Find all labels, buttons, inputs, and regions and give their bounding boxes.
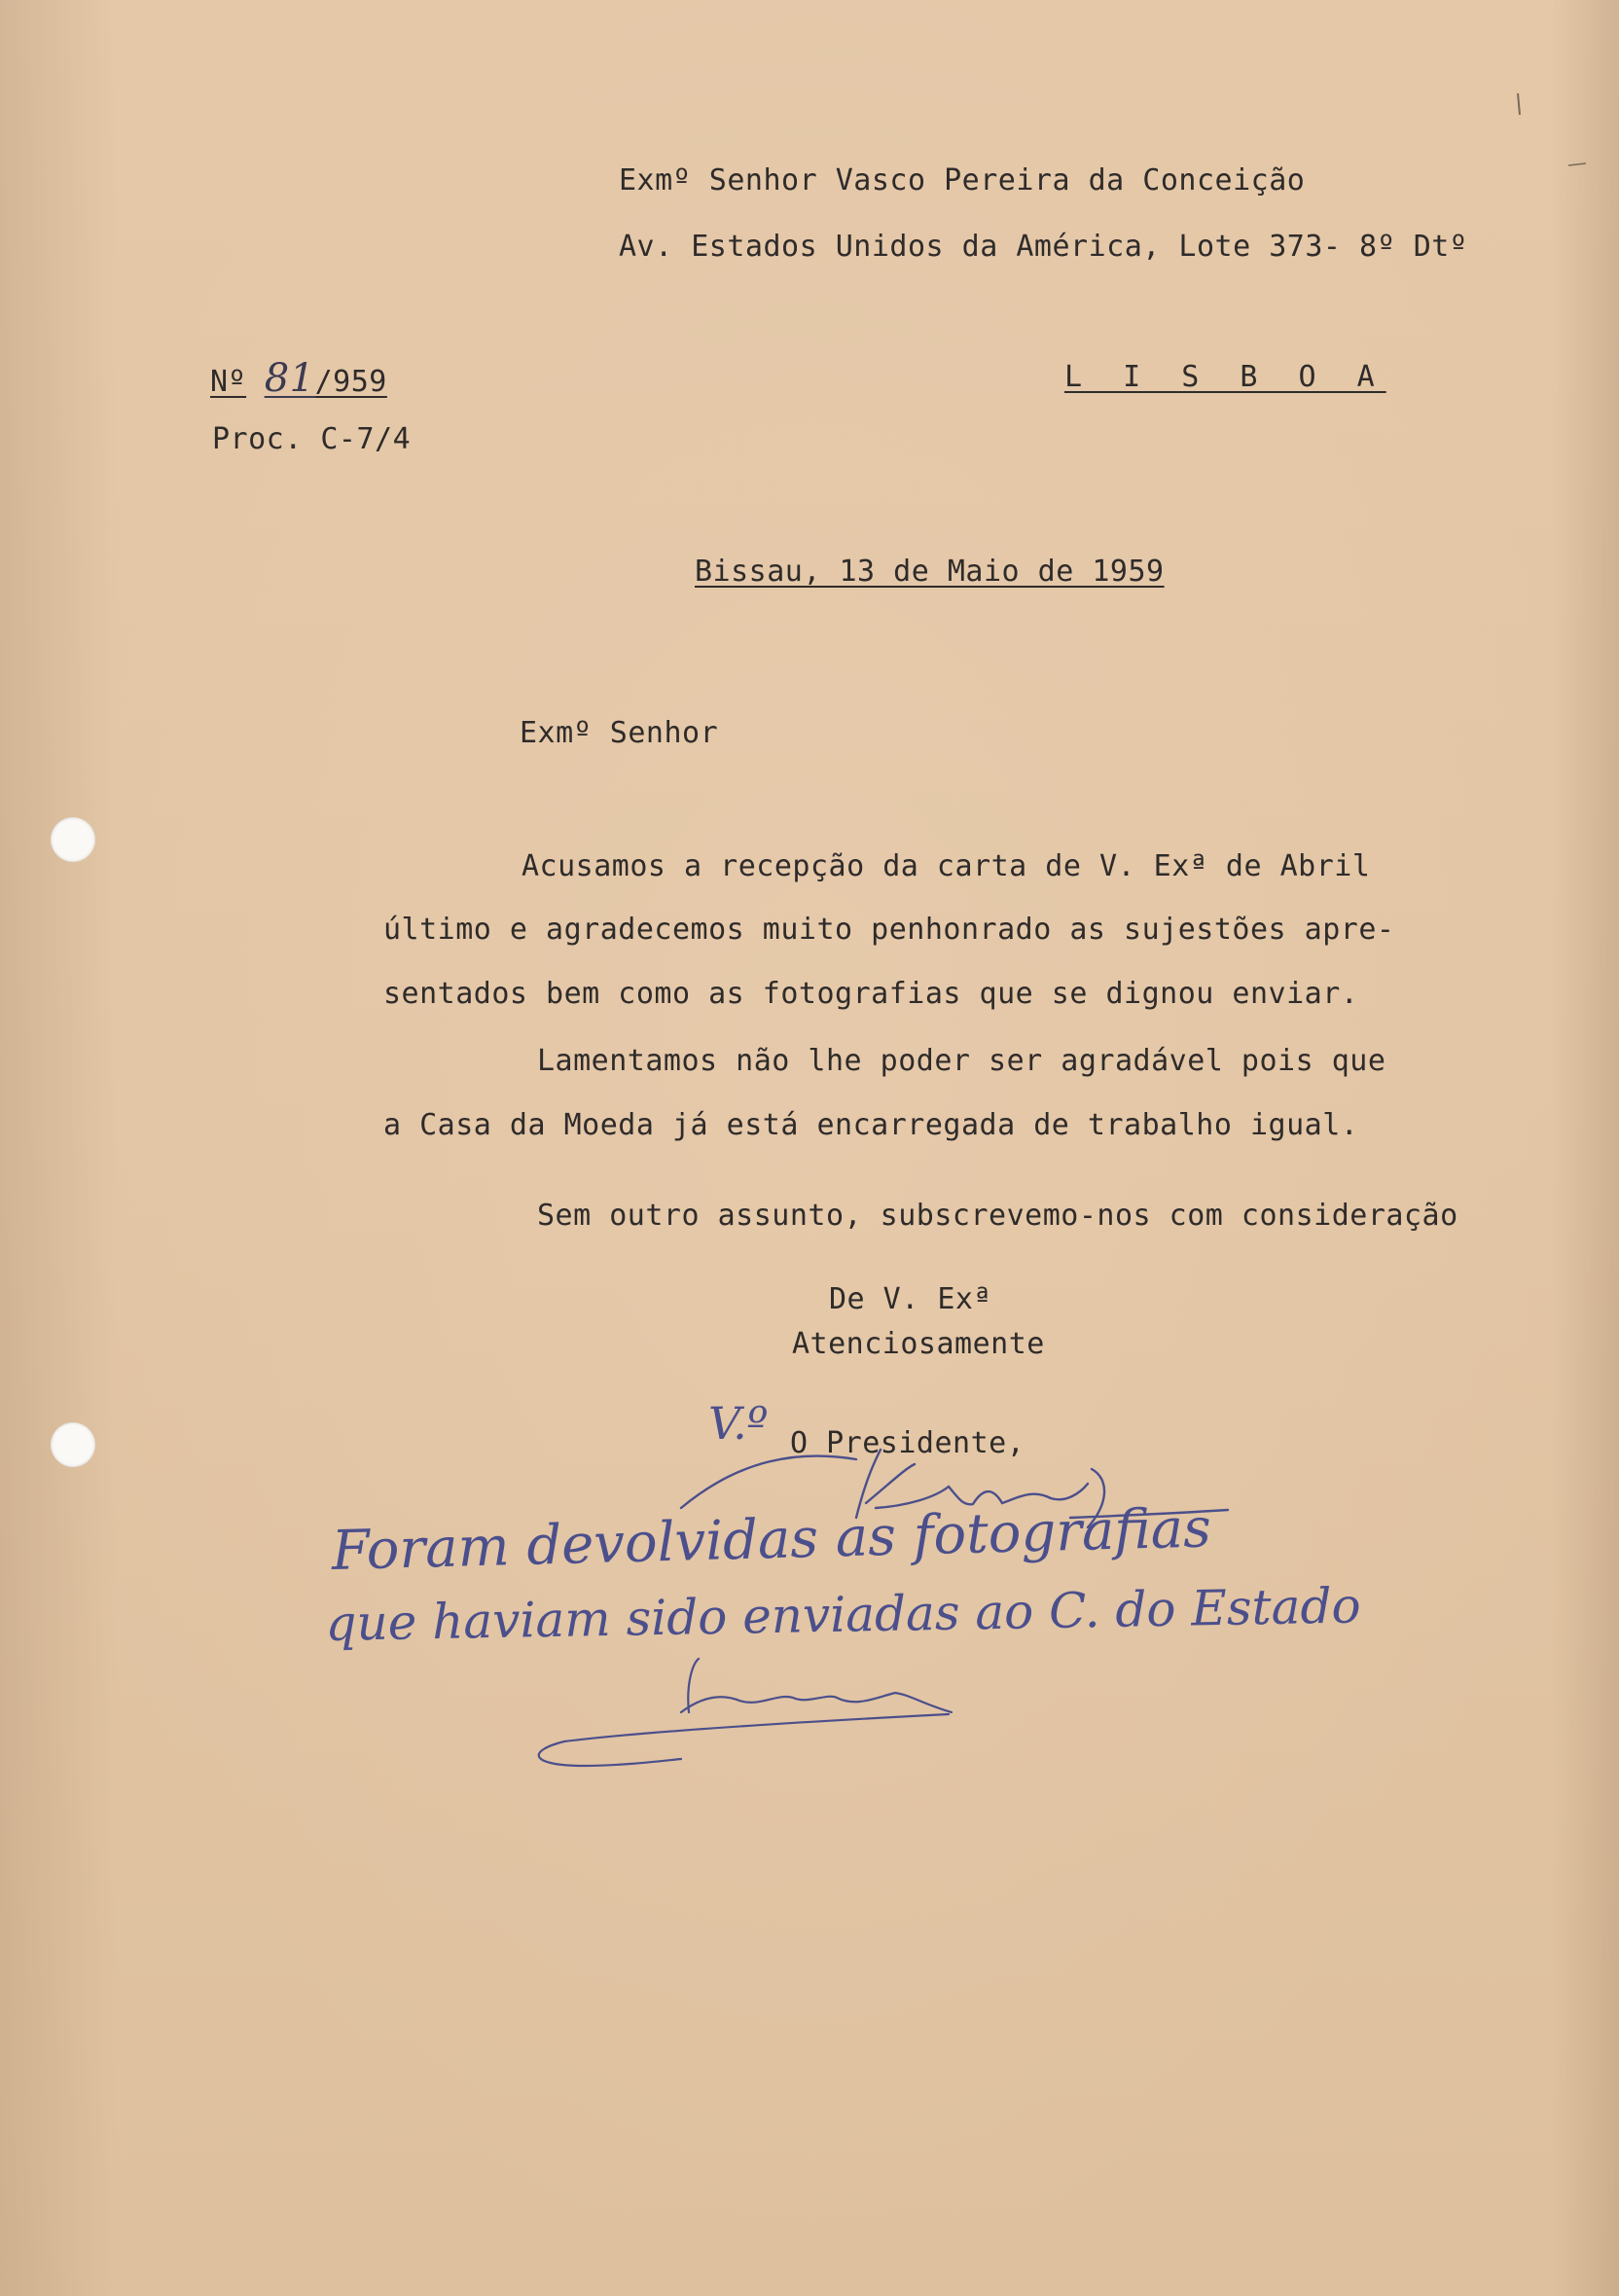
closing-line-2: Atenciosamente: [792, 1327, 1045, 1361]
date-line: Bissau, 13 de Maio de 1959: [695, 555, 1165, 589]
process-reference: Proc. C-7/4: [212, 422, 412, 456]
reference-number-suffix: /959: [314, 365, 387, 399]
closing-line-1: De V. Exª: [829, 1282, 992, 1316]
recipient-city: L I S B O A: [1064, 360, 1386, 394]
body-paragraph-1-line-2: último e agradecemos muito penhonrado as sujestões apre-: [383, 913, 1395, 947]
reference-number-prefix: Nº: [210, 365, 247, 399]
paper-shadow-left: [0, 0, 117, 2296]
salutation: Exmº Senhor: [520, 716, 719, 750]
body-paragraph-2-line-2: a Casa da Moeda já está encarregada de trabalho igual.: [383, 1108, 1359, 1142]
body-paragraph-1-line-3: sentados bem como as fotografias que se dignou enviar.: [383, 977, 1359, 1011]
reference-number: [210, 356, 387, 401]
handwritten-note-line-1: Foram devolvidas as fotografias: [331, 1496, 1212, 1583]
paper-shadow-right: [1551, 0, 1619, 2296]
handwritten-note-line-2: que haviam sido enviadas ao C. do Estado: [325, 1577, 1362, 1652]
body-paragraph-2-line-1: Lamentamos não lhe poder ser agradável pois que: [537, 1044, 1386, 1078]
recipient-name: Exmº Senhor Vasco Pereira da Conceição: [619, 163, 1306, 197]
annotation-signature: [539, 1659, 952, 1766]
reference-number-handwritten: 81: [264, 356, 315, 401]
body-paragraph-3: Sem outro assunto, subscrevemo-nos com consideração: [537, 1199, 1458, 1233]
body-paragraph-1-line-1: Acusamos a recepção da carta de V. Exª de Abril: [522, 849, 1371, 883]
stray-mark-top-right: [1518, 93, 1520, 115]
handwritten-initials: V.º: [708, 1397, 769, 1450]
punch-hole-top: [51, 817, 95, 862]
recipient-address: Av. Estados Unidos da América, Lote 373- 8º Dtº: [619, 230, 1468, 264]
punch-hole-bottom: [51, 1422, 95, 1467]
signatory-title: O Presidente,: [790, 1426, 1025, 1460]
